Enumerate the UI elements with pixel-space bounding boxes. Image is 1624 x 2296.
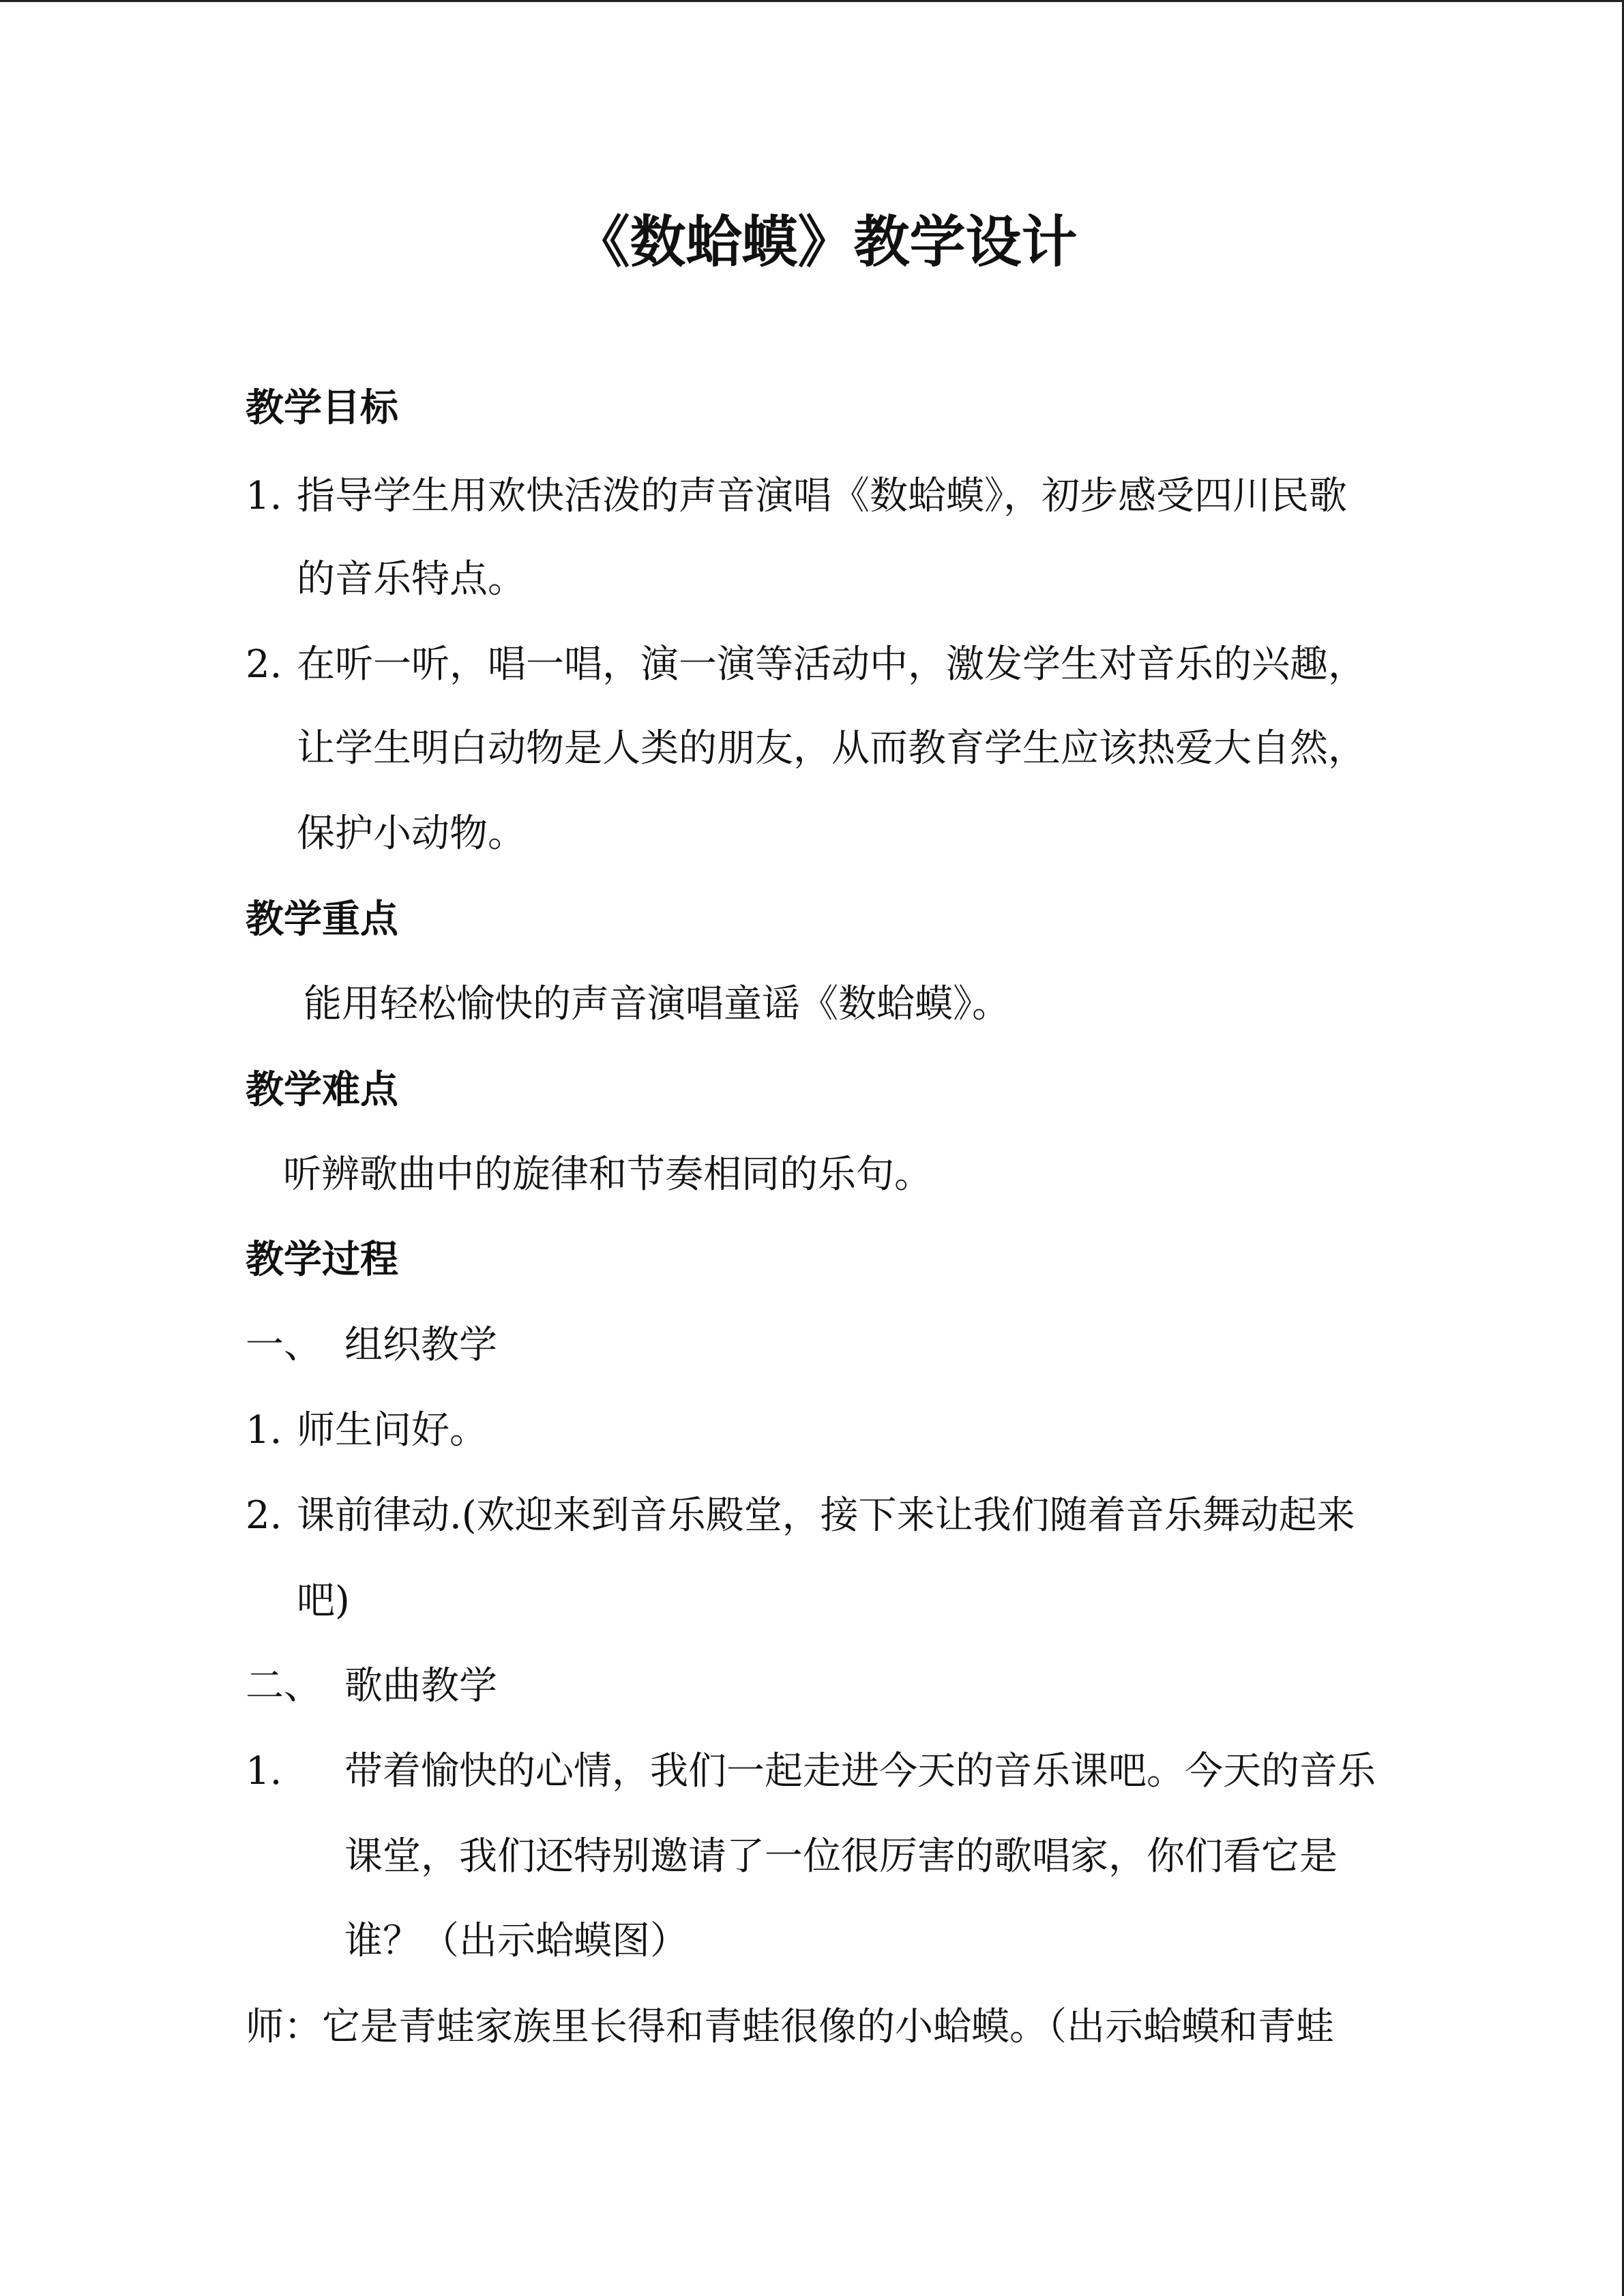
section-heading-objectives: 教学目标	[246, 385, 398, 430]
difficulty-text: 听辨歌曲中的旋律和节奏相同的乐句。	[283, 1152, 932, 1197]
process-part1-number: 一、	[246, 1323, 322, 1367]
process-part1-title: 组织教学	[344, 1323, 497, 1367]
process-part2-title: 歌曲教学	[344, 1664, 497, 1708]
part1-item-1-number: 1.	[246, 1408, 282, 1452]
part1-item-2-line-2: 吧)	[297, 1579, 350, 1623]
teacher-line: 师：它是青蛙家族里长得和青蛙很像的小蛤蟆。（出示蛤蟆和青蛙	[246, 2005, 1334, 2049]
objective-2-line-3: 保护小动物。	[297, 811, 526, 856]
objective-1-line-1: 指导学生用欢快活泼的声音演唱《数蛤蟆》，初步感受四川民歌	[297, 474, 1347, 518]
part2-item-1-line-2: 课堂，我们还特别邀请了一位很厉害的歌唱家，你们看它是	[344, 1834, 1338, 1879]
part1-item-2-number: 2.	[246, 1493, 282, 1538]
part2-item-1-line-1: 带着愉快的心情，我们一起走进今天的音乐课吧。今天的音乐	[344, 1749, 1376, 1793]
section-heading-key-point: 教学重点	[246, 897, 398, 942]
part1-item-1-text: 师生问好。	[297, 1408, 488, 1452]
objective-1-line-2: 的音乐特点。	[297, 557, 526, 601]
objective-2-line-2: 让学生明白动物是人类的朋友，从而教育学生应该热爱大自然，	[297, 726, 1366, 771]
key-point-text: 能用轻松愉快的声音演唱童谣《数蛤蟆》。	[304, 982, 1010, 1026]
document-title: 《数蛤蟆》教学设计	[574, 209, 1078, 275]
process-part2-number: 二、	[246, 1664, 322, 1708]
objective-2-number: 2.	[246, 642, 282, 687]
objective-1-number: 1.	[246, 474, 282, 518]
part2-item-1-number: 1.	[246, 1749, 282, 1793]
objective-2-line-1: 在听一听，唱一唱，演一演等活动中，激发学生对音乐的兴趣，	[297, 642, 1366, 687]
page-top-border	[0, 0, 1624, 2]
section-heading-process: 教学过程	[246, 1237, 398, 1282]
part2-item-1-line-3: 谁？（出示蛤蟆图）	[344, 1919, 688, 1963]
part1-item-2-line-1: 课前律动.(欢迎来到音乐殿堂，接下来让我们随着音乐舞动起来	[297, 1493, 1355, 1538]
section-heading-difficulty: 教学难点	[246, 1067, 398, 1112]
